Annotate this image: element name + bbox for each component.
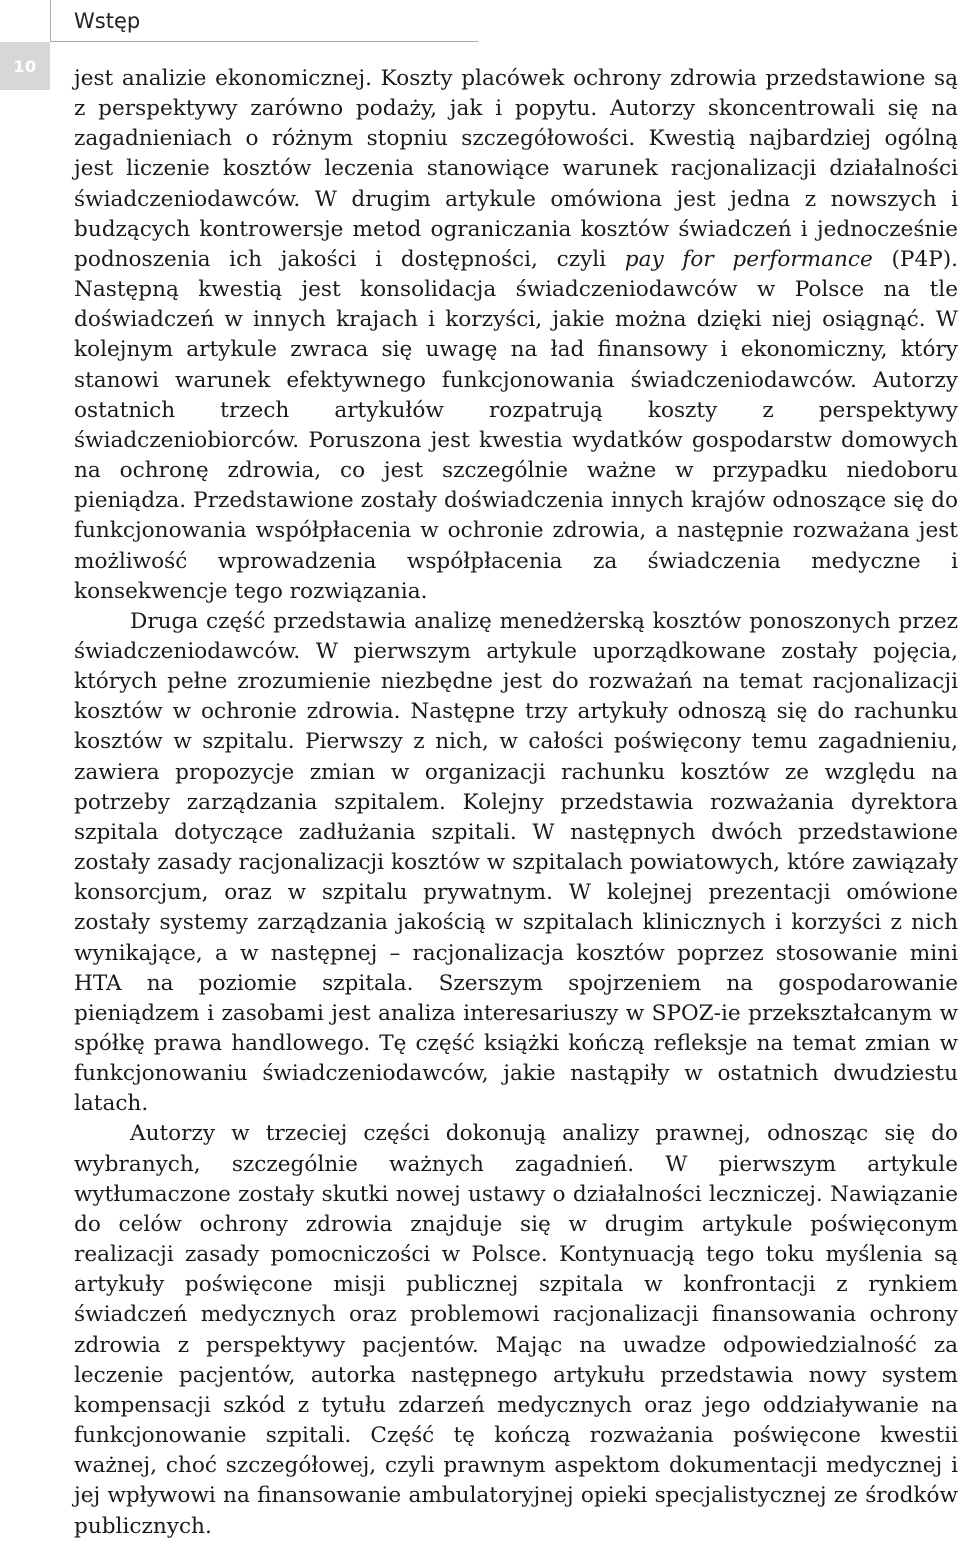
- paragraph-1-part-2: (P4P). Następną kwestią jest konsolidacja świadczeniodawców w Polsce na tle doświadczeń w innych krajach i korzyści, jakie można dzięki niej osiągnąć. W kolejnym artykule zwraca się uwagę na ład finansowy i ekonomiczny, który stanowi warunek efektywnego funkcjonowania świadczeniodawców. Autorzy ostatnich trzech artykułów rozpatrują koszty z perspektywy świadczeniobiorców. Poruszona jest kwestia wydatków gospodarstw domowych na ochronę zdrowia, co jest szczególnie ważne w przypadku niedoboru pieniądza. Przedstawione zostały doświadczenia innych krajów odnoszące się do funkcjonowania współpłacenia w ochronie zdrowia, a następnie rozważana jest możliwość wprowadzenia współpłacenia za świadczenia medyczne i konsekwencje tego rozwiązania.: [74, 246, 959, 604]
- paragraph-3: Autorzy w trzeciej części dokonują analizy prawnej, odnosząc się do wybranych, szczególnie ważnych zagadnień. W pierwszym artykule wytłumaczone zostały skutki nowej ustawy o działalności leczniczej. Nawiązanie do celów ochrony zdrowia znajduje się w drugim artykule poświęconym realizacji zasady pomocniczości w Polsce. Kontynuacją tego toku myślenia są artykuły poświęcone misji publicznej szpitala w konfrontacji z rynkiem świadczeń medycznych oraz problemowi racjonalizacji finansowania ochrony zdrowia z perspektywy pacjentów. Mając na uwadze odpowiedzialność za leczenie pacjentów, autorka następnego artykułu przedstawia nowy system kompensacji szkód z tytułu zdarzeń medycznych oraz jego oddziaływanie na funkcjonowanie szpitali. Część tę kończą rozważania poświęcone kwestii ważnej, choć szczegółowej, czyli prawnym aspektom dokumentacji medycznej i jej wpływowi na finansowanie ambulatoryjnej opieki specjalistycznej ze środków publicznych.: [74, 1121, 958, 1539]
- paragraph-2: Druga część przedstawia analizę menedżerską kosztów ponoszonych przez świadczeniodawców. W pierwszym artykule uporządkowane zostały pojęcia, których pełne zrozumienie niezbędne jest do rozważań na temat racjonalizacji kosztów w ochronie zdrowia. Następne trzy artykuły odnoszą się do rachunku kosztów w szpitalu. Pierwszy z nich, w całości poświęcony temu zagadnieniu, zawiera propozycje zmian w organizacji rachunku kosztów ze względu na potrzeby zarządzania szpitalem. Kolejny przedstawia rozważania dyrektora szpitala dotyczące zadłużania szpitali. W następnych dwóch przedstawione zostały zasady racjonalizacji kosztów w szpitalach powiatowych, które zawiązały konsorcjum, oraz w szpitalu prywatnym. W kolejnej prezentacji omówione zostały systemy zarządzania jakością w szpitalach klinicznych i korzyści z nich wynikające, a w następnej – racjonalizacja kosztów poprzez stosowanie mini HTA na poziomie szpitala. Szerszym spojrzeniem na gospodarowanie pieniądzem i zasobami jest analiza interesariuszy w SPOZ-ie przekształcanym w spółkę prawa handlowego. Tę część książki kończą refleksje na temat zmian w funkcjonowaniu świadczeniodawców, jakie nastąpiły w ostatnich dwudziestu latach.: [74, 608, 958, 1117]
- paragraph-1: [74, 64, 958, 607]
- header-vertical-rule: [50, 0, 51, 42]
- body-text: [74, 64, 958, 1542]
- paragraph-1-italic-term: pay for performance: [624, 246, 873, 272]
- page-number: 10: [0, 42, 50, 90]
- header-horizontal-rule: [50, 41, 478, 42]
- paragraph-1-part-1: jest analizie ekonomicznej. Koszty placówek ochrony zdrowia przedstawione są z perspektywy zarówno podaży, jak i popytu. Autorzy skoncentrowali się na zagadnieniach o różnym stopniu szczegółowości. Kwestią najbardziej ogólną jest liczenie kosztów leczenia stanowiące warunek racjonalizacji działalności świadczeniodawców. W drugim artykule omówiona jest jedna z nowszych i budzących kontrowersje metod ograniczania kosztów świadczeń i jednocześnie podnoszenia ich jakości i dostępności, czyli: [74, 66, 958, 272]
- running-title: Wstęp: [74, 9, 141, 33]
